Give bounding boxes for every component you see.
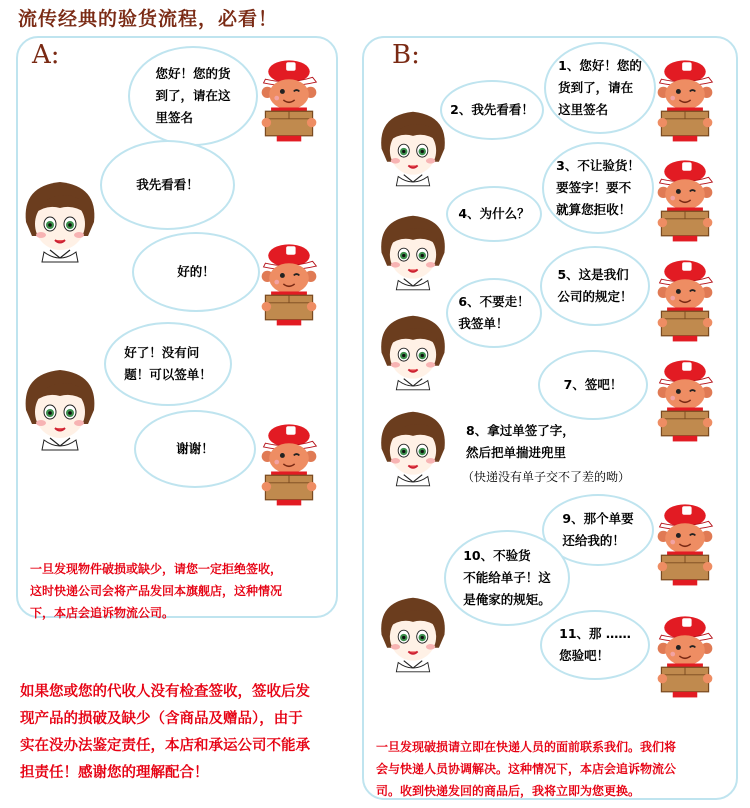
panel-b-bubble-1 xyxy=(544,42,656,134)
panel-b-bubble-11-text: 11、那 …… 您验吧！ xyxy=(559,626,631,663)
panel-b-bubble-7-text: 7、签吧！ xyxy=(563,377,623,392)
footer-note-text: 如果您或您的代收人没有检查签收，签收后发 现产品的损破及缺少（含商品及赠品），由于 实在没办法鉴定责任，本店和承运公司不能承 担责任！感谢您的理解配合！ xyxy=(20,684,310,781)
panel-b-bubble-5 xyxy=(540,246,650,326)
panel-b-bubble-4 xyxy=(446,186,542,242)
panel-a-bubble-3 xyxy=(132,232,260,312)
page-title: 流传经典的验货流程，必看！ xyxy=(18,8,279,30)
courier-icon xyxy=(256,56,322,142)
panel-a-bubble-1-text: 您好！您的货 到了，请在这 里签名 xyxy=(155,66,231,125)
customer-girl-icon xyxy=(376,308,450,392)
customer-girl-icon xyxy=(376,404,450,488)
panel-b-step-8-text: 8、拿过单签了字， 然后把单揣进兜里 xyxy=(466,423,575,460)
panel-b-notice xyxy=(376,714,726,802)
panel-b-bubble-6-text: 6、不要走！ 我签单！ xyxy=(458,294,530,331)
panel-a-notice-text: 一旦发现物件破损或缺少，请您一定拒绝签收， 这时快递公司会将产品发回本旗舰店，这种情况 下，本店会追诉物流公司。 xyxy=(30,562,283,620)
courier-icon xyxy=(652,256,718,342)
panel-b-bubble-11 xyxy=(540,610,650,680)
panel-b-bubble-3 xyxy=(542,142,654,234)
panel-b-bubble-10 xyxy=(444,530,570,626)
panel-a-bubble-4-text: 好了！没有问 题！可以签单！ xyxy=(124,345,212,382)
customer-girl-icon xyxy=(20,362,100,452)
courier-icon xyxy=(256,240,322,326)
panel-b-bubble-5-text: 5、这是我们 公司的规定！ xyxy=(557,267,633,304)
customer-girl-icon xyxy=(376,104,450,188)
panel-b-bubble-7 xyxy=(538,350,648,420)
panel-a-bubble-3-text: 好的！ xyxy=(177,264,215,279)
panel-b-bubble-4-text: 4、为什么？ xyxy=(458,206,530,221)
panel-b-notice-text: 一旦发现破损请立即在快递人员的面前联系我们。我们将 会与快递人员协调解决。这种情况下，本店会追诉物流公 司。收到快递发回的商品后，我将立即为您更换。 xyxy=(376,740,677,798)
panel-b-bubble-3-text: 3、不让验货！ 要签字！要不 就算您拒收！ xyxy=(556,158,640,217)
courier-icon xyxy=(652,56,718,142)
courier-icon xyxy=(652,612,718,698)
panel-b-label: B: xyxy=(392,40,420,70)
panel-b-bubble-2-text: 2、我先看看！ xyxy=(450,102,534,117)
panel-a-bubble-5-text: 谢谢！ xyxy=(176,441,214,456)
courier-icon xyxy=(652,156,718,242)
panel-b-bubble-9-text: 9、那个单要 还给我的！ xyxy=(562,511,634,548)
panel-a-bubble-4 xyxy=(104,322,232,406)
panel-a-label: A: xyxy=(32,40,60,70)
panel-b-bubble-6 xyxy=(446,278,542,348)
footer-note xyxy=(20,652,350,787)
panel-b-bubble-2 xyxy=(440,80,544,140)
panel-b-step-8-aside: （快递没有单子交不了差的呦） xyxy=(462,470,631,484)
panel-a-bubble-1 xyxy=(128,46,258,146)
courier-icon xyxy=(256,420,322,506)
customer-girl-icon xyxy=(20,174,100,264)
panel-a-bubble-5 xyxy=(134,410,256,488)
courier-icon xyxy=(652,356,718,442)
customer-girl-icon xyxy=(376,590,450,674)
panel-a-bubble-2 xyxy=(100,140,235,230)
courier-icon xyxy=(652,500,718,586)
panel-a-notice xyxy=(30,536,330,624)
panel-a-bubble-2-text: 我先看看！ xyxy=(136,177,199,192)
panel-b-bubble-10-text: 10、不验货 不能给单子！这 是俺家的规矩。 xyxy=(463,548,551,607)
panel-b-bubble-1-text: 1、您好！您的 货到了，请在 这里签名 xyxy=(558,58,642,117)
customer-girl-icon xyxy=(376,208,450,292)
